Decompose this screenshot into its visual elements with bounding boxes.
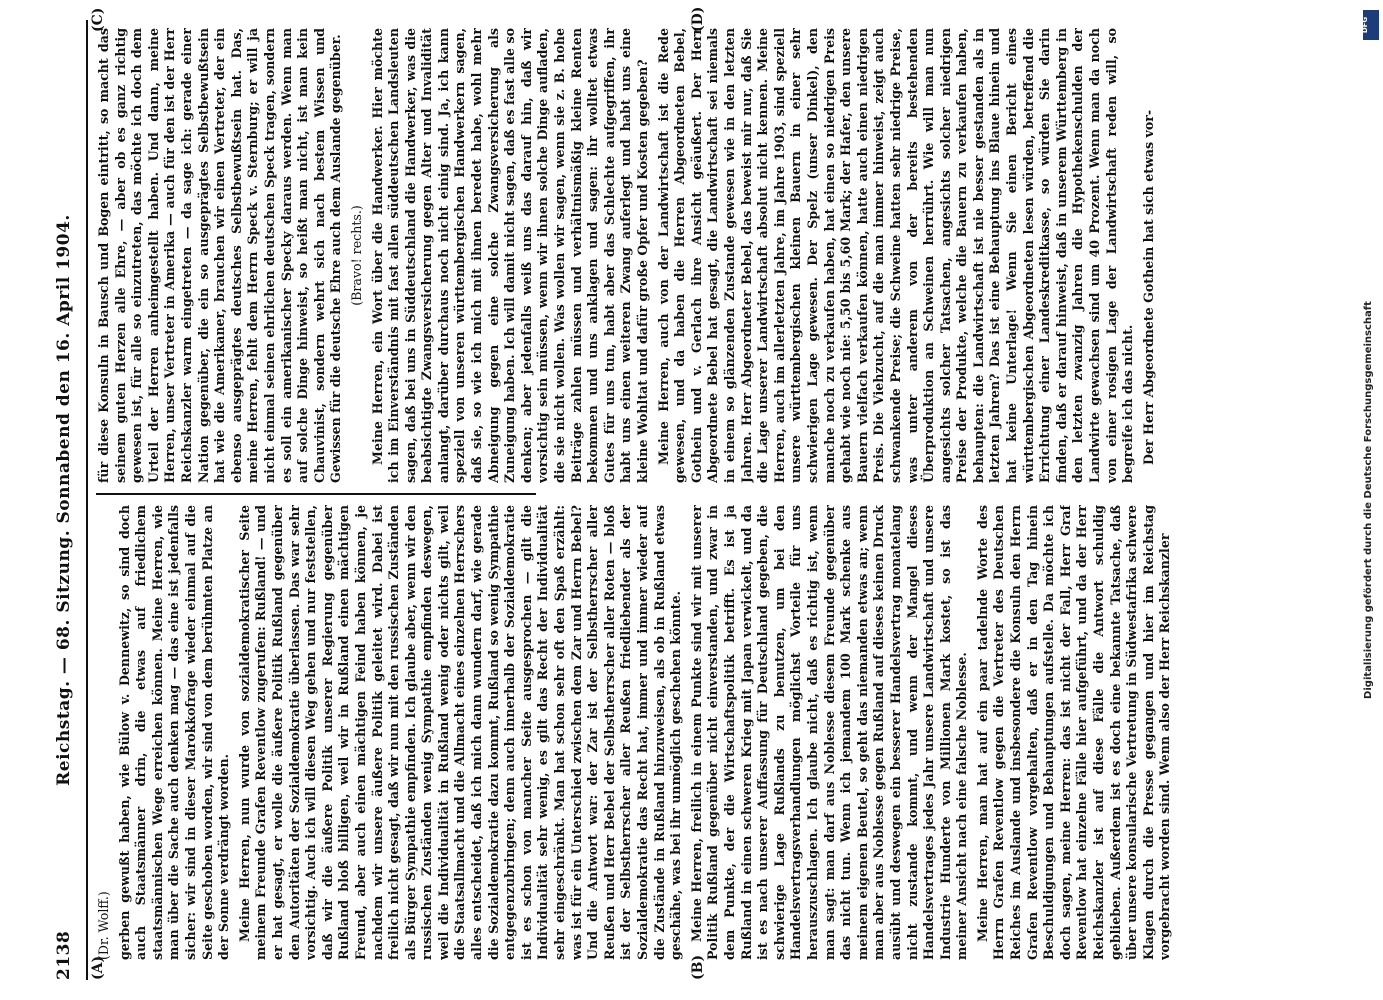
left-paragraph: gerben gewußt haben, wie Bülow v. Dennewitz, so sind doch auch Staatsmänner drin, die etwas auf friedlichem staatsmännischen Wege erreichen können. Meine Herren, wie man über die Sache auch denken mag — das eine ist jedenfalls sicher: wir sind in dieser Marokkofrage wieder einmal auf die Seite geschoben worden, wir sind von dem berühmten Platze an der Sonne verdrängt worden. (116, 505, 232, 960)
left-column (96, 505, 1326, 960)
digitization-credit-text: Digitalisierung gefördert durch die Deutsche Forschungsgemeinschaft (1363, 301, 1374, 699)
applause-note: (Bravo! rechts.) (348, 205, 364, 306)
right-paragraph: Meine Herren, ein Wort über die Handwerker. Hier möchte ich im Einverständnis mit fast allen süddeutschen Landsleuten sagen, daß bei uns in Süddeutschland die Handwerker, was die beabsichtigte Zwangsversicherung gegen Alter und Invalidität anlangt, darüber durchaus noch nicht einig sind. Ja, ich kann speziell von unseren württembergischen Handwerkern sagen, daß sie, so wie ich mich mit ihnen beredet habe, wohl mehr Abneigung gegen eine solche Zwangsversicherung als Zuneigung haben. Ich will damit nicht sagen, daß es fast alle so denken; aber jedenfalls weiß uns das darauf hin, daß wir vorsichtig sein müssen, wenn wir ihnen solche Dinge aufladen, die sie nicht wollen. Was wollen wir sagen, wenn sie z. B. hohe Beiträge zahlen müssen und verhältnismäßig kleine Renten bekommen und uns anklagen und sagen: ihr wolltet etwas Gutes für uns tun, habt aber das Schlechte aufgegriffen, ihr habt uns einen weiteren Zwang auferlegt und habt uns eine kleine Wohltat und dafür große Opfer und Kosten gegeben? (369, 28, 650, 483)
running-header (50, 20, 80, 980)
digitization-credit (1357, 10, 1377, 990)
header-rule (86, 20, 88, 980)
page-number: 2138 (54, 930, 74, 980)
header-title: Reichstag. — 68. Sitzung. Sonnabend den 16. April 1904. (54, 214, 74, 786)
dfg-logo-icon (1363, 10, 1379, 40)
left-paragraph: Meine Herren, man hat auf ein paar tadelnde Worte des Herrn Grafen Reventlow gegen die Vertreter des Deutschen Reiches im Auslande und insbesondere die Konsuln den Herrn Grafen Reventlow vorgehalten, daß er in den Tag hinein Beschuldigungen und Behauptungen aufstelle. Da möchte ich doch sagen, meine Herren: das ist nicht der Fall, Herr Graf Reventlow hat einzelne Fälle hier aufgeführt, und da der Herr Reichskanzler ist auf diese Fälle die Antwort schuldig geblieben. Außerdem ist es doch eine bekannte Tatsache, daß über unsere konsularische Vertretung in Südwestafrika schwere Klagen durch die Presse gegangen und hier im Reichstag vorgebracht worden sind. Wenn also der Herr Reichskanzler (974, 505, 1173, 960)
left-paragraph: Meine Herren, freilich in einem Punkte sind wir mit unserer Politik Rußland gegenüber nicht einverstanden, und zwar in dem Punkte, der die Wirtschaftspolitik betrifft. Es ist ja Rußland in einen schweren Krieg mit Japan verwickelt, und da ist es nach unserer Auffassung für Deutschland gegeben, die schwierige Lage Rußlands zu benutzen, um bei den Handelsvertragsverhandlungen möglichst Vorteile für uns herauszuschlagen. Ich glaube nicht, daß es richtig ist, wenn man sagt: man darf aus Noblesse diesem Freunde gegenüber das nicht tun. Wenn ich jemandem 100 Mark schenke aus meinem eigenen Beutel, so geht das niemanden etwas an; wenn man aber aus Noblesse gegen Rußland auf dieses keinen Druck ausübt und deswegen ein besserer Handelsvertrag monatelang nicht zustande kommt, und wenn der Mangel dieses Handelsvertrages jedes Jahr unsere Landwirtschaft und unsere Industrie Hunderte von Millionen Mark kostet, so ist das meiner Ansicht nach eine falsche Noblesse. (688, 505, 970, 960)
right-paragraph: für diese Konsuln in Bausch und Bogen eintritt, so macht das seinem guten Herzen alle Ehre, — aber ob es ganz richtig gewesen ist, für alle so einzutreten, das möchte ich doch dem Urteil der Herren anheimgestellt haben. Und dann, meine Herren, unser Vertreter in Amerika — auch für den ist der Herr Reichskanzler warm eingetreten — da sage ich: gerade einer Nation gegenüber, die ein so ausgeprägtes Selbstbewußtsein hat wie die Amerikaner, brauchen wir einen Vertreter, der ein ebenso ausgeprägtes deutsches Selbstbewußtsein hat. Das, meine Herren, fehlt dem Herrn Speck v. Sternburg; er will ja nicht einmal seinen ehrlichen deutschen Speck tragen, sondern es soll ein amerikanischer Specky daraus werden. Wenn man auf solche Dinge hinweist, so heißt man nicht, ist man kein Chauvinist, sondern wehrt sich nach bestem Wissen und Gewissen für die deutsche Ehre auch dem Auslande gegenüber. (96, 28, 344, 483)
speaker-label: (Dr. Wolff.) (96, 891, 111, 960)
margin-marker-a: (A) (90, 955, 106, 980)
scanned-page-rotated (50, 6, 1330, 980)
margin-marker-d: (D) (690, 6, 706, 32)
right-column (96, 28, 1326, 483)
column-divider (96, 493, 536, 495)
right-paragraph: Meine Herren, auch von der Landwirtschaft ist die Rede gewesen, und da haben die Herren Abgeordneten Bebel, Gothein und v. Gerlach ihre Ansicht geäußert. Der Herr Abgeordnete Bebel hat gesagt, die Landwirtschaft sei niemals in einem so glänzenden Zustande gewesen wie in den letzten Jahren. Herr Abgeordneter Bebel, das beweist mir nur, daß Sie die Lage unserer Landwirtschaft absolut nicht kennen. Meine Herren, auch im allerletzten Jahre, im Jahre 1903, sind speziell unsere württembergischen kleinen Bauern in einer sehr schwierigen Lage gewesen. Der Spelz (unser Dinkel), den manche noch zu verkaufen haben, hat einen so niedrigen Preis gehabt wie noch nie: 5,50 bis 5,60 Mark; der Hafer, den unsere Bauern vielfach verkaufen können, hatte auch einen niedrigen Preis. Die Viehzucht, auf die man immer hinweist, zeigt auch schwankende Preise; die Schweine hatten sehr niedrige Preise, was unter anderem von der bereits bestehenden Überproduktion an Schweinen herrührt. Wie will man nun angesichts solcher Tatsachen, angesichts solcher niedrigen Preise der Produkte, welche die Bauern zu verkaufen haben, behaupten: die Landwirtschaft ist nie besser gestanden als in letzten Jahren? Das ist eine Behauptung ins Blaue hinein und hat keine Unterlage! Wenn Sie einen Bericht eines württembergischen Abgeordneten lesen würden, betreffend die Errichtung einer Landeskreditkasse, so würden Sie darin finden, daß er darauf hinweist, daß in unserem Württemberg in den letzten zwanzig Jahren die Hypothekenschulden der Landwirte gewachsen sind um 40 Prozent. Wenn man da noch von einer rosigen Lage der Landwirtschaft reden will, so begreife ich das nicht. (655, 28, 1136, 483)
margin-marker-b: (B) (690, 954, 706, 980)
dfg-badge-label: DFG (1361, 16, 1370, 34)
margin-marker-c: (C) (90, 7, 106, 32)
left-paragraph: Meine Herren, nun wurde von sozialdemokratischer Seite meinem Freunde Grafen Reventlow zugerufen: Rußland! — und er hat gesagt, er wolle die äußere Politik Rußland gegenüber den Autoritäten der Sozialdemokratie überlassen. Das war sehr vorsichtig. Auch ich will diesen Weg gehen und nur feststellen, daß wir die äußere Politik unserer Regierung gegenüber Rußland bloß billigen, weil wir in Rußland einen mächtigen Freund, aber auch einen mächtigen Feind haben können, je nachdem wir unsere äußere Politik geleitet wird. Dabei ist freilich nicht gesagt, daß wir nun mit den russischen Zuständen als Bürger Sympathie empfinden. Ich glaube aber, wenn wir den russischen Zuständen wenig Sympathie empfinden deswegen, weil die Individualität in Rußland wenig oder nichts gilt, weil die Staatsallmacht und die Allmacht eines einzelnen Herrschers alles entscheidet, daß ich mich dann wundern darf, wie gerade die Sozialdemokratie dazu kommt, Rußland so wenig Sympathie entgegenzubringen; denn auch innerhalb der Sozialdemokratie ist es schon von mancher Seite ausgesprochen — gilt die Individualität sehr wenig, es gilt das Recht der Individualität sehr eingeschränkt. Man hat schon sehr oft den Spaß erzählt: was ist für ein Unterschied zwischen dem Zar und Herrn Bebel? Und die Antwort war: der Zar ist der Selbstherrscher aller Reußen und Herr Bebel der Selbstherrscher aller Roten — bloß ist der Selbstherrscher aller Reußen friedliebender als der Sozialdemokratie das Recht hat, immer und immer wieder auf die Zustände in Rußland hinzuweisen, als ob in Rußland etwas geschähe, was bei ihr unmöglich geschehen könnte. (236, 505, 684, 960)
right-paragraph: Der Herr Abgeordnete Gothein hat sich etwas vor- (1140, 109, 1156, 465)
